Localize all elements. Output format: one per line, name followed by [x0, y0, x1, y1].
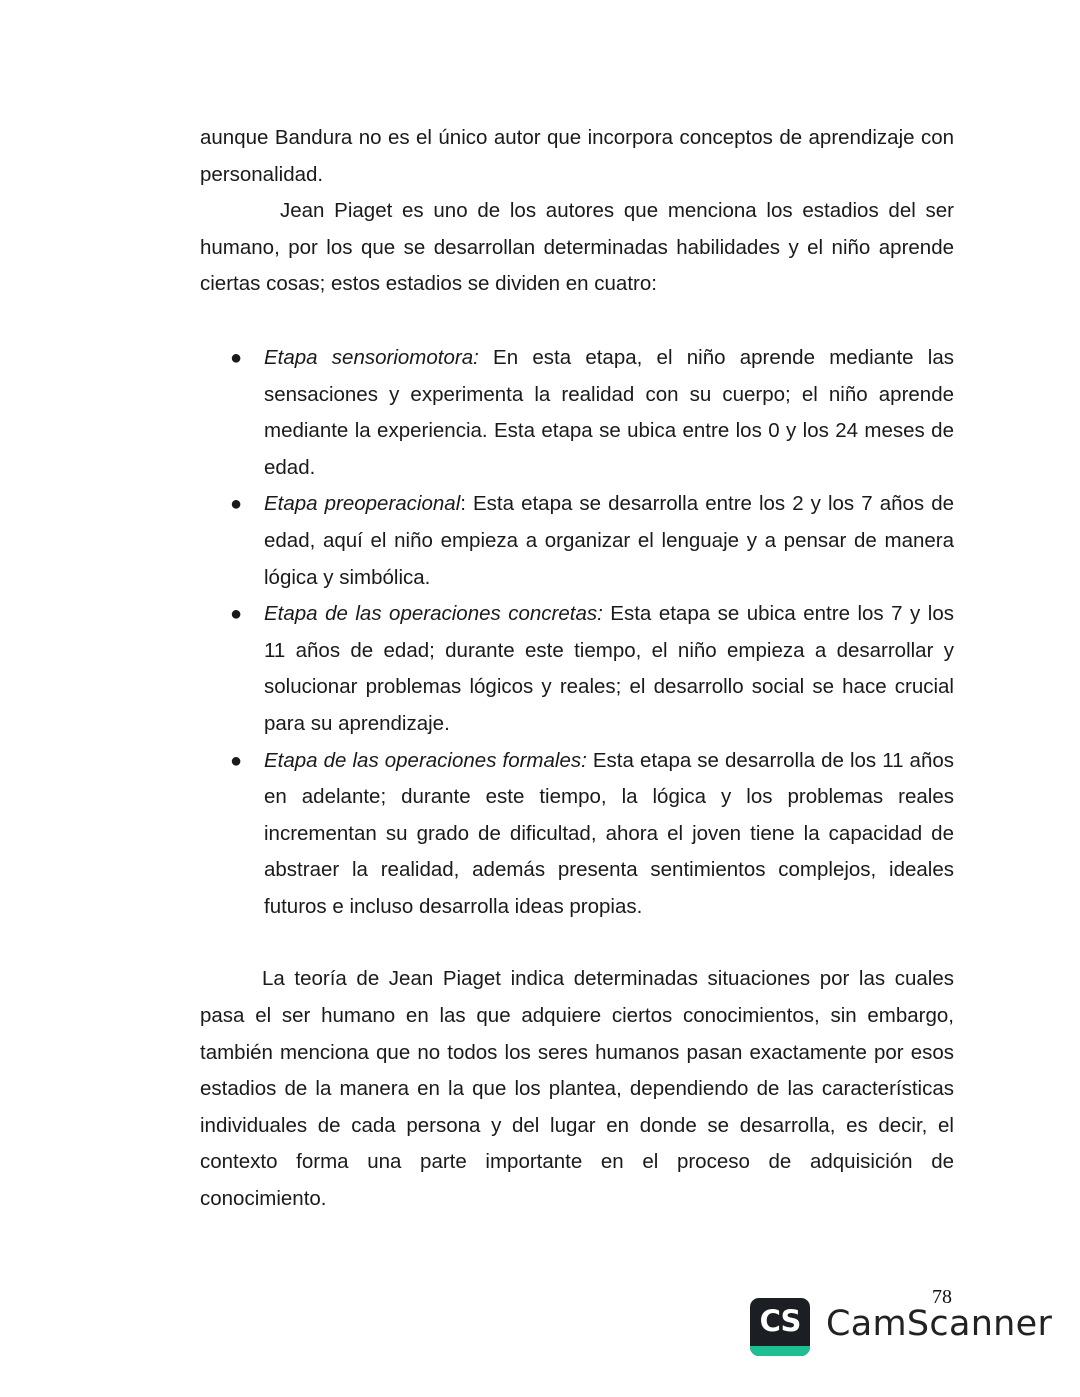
camscanner-logo-icon — [750, 1298, 810, 1356]
bullet-icon: ● — [230, 749, 243, 772]
document-page — [200, 120, 954, 1218]
list-item — [200, 340, 954, 486]
paragraph-piaget-stages: Jean Piaget es uno de los autores que menciona los estadios del ser humano, por los que se desarrollan determinadas habilidades y el niño aprende ciertas cosas; estos estadios se dividen en cuatro: — [200, 199, 954, 296]
paragraph-conclusion: La teoría de Jean Piaget indica determinadas situaciones por las cuales pasa el ser humano en las que adquiere ciertos conocimientos, sin embargo, también menciona que no todos los seres humanos pasan exactamente por esos estadios de la manera en la que los plantea, dependiendo de las características individuales de cada persona y del lugar en donde se desarrolla, es decir, el contexto forma una parte importante en el proceso de adquisición de conocimiento. — [200, 967, 954, 1211]
list-item — [200, 486, 954, 596]
list-item — [200, 596, 954, 742]
bullet-icon: ● — [230, 346, 243, 369]
stages-list — [200, 340, 954, 926]
logo-letters: CS — [759, 1304, 801, 1338]
stage-description: Esta etapa se desarrolla de los 11 años en adelante; durante este tiempo, la lógica y los problemas reales incrementan su grado de dificultad, ahora el joven tiene la capacidad de abstraer la realidad, además presenta sentimientos complejos, ideales futuros e incluso desarrolla ideas propias. — [264, 748, 955, 918]
stage-description: : Esta etapa se desarrolla entre los 2 y los 7 años de edad, aquí el niño empieza a organizar el lenguaje y a pensar de manera lógica y simbólica. — [264, 492, 954, 589]
stage-description: Esta etapa se ubica entre los 7 y los 11 años de edad; durante este tiempo, el niño empieza a desarrollar y solucionar problemas lógicos y reales; el desarrollo social se hace crucial para su aprendizaje. — [264, 602, 955, 735]
stage-term: Etapa de las operaciones formales: — [264, 748, 587, 772]
stage-term: Etapa de las operaciones concretas: — [264, 602, 603, 626]
logo-accent-bar — [750, 1346, 810, 1356]
stage-description: En esta etapa, el niño aprende mediante las sensaciones y experimenta la realidad con su cuerpo; el niño aprende mediante la experiencia. Esta etapa se ubica entre los 0 y los 24 meses de edad. — [264, 345, 954, 479]
page-number: 78 — [932, 1286, 952, 1308]
paragraph-intro: aunque Bandura no es el único autor que incorpora conceptos de aprendizaje con personalidad. — [200, 126, 954, 186]
bullet-icon: ● — [230, 603, 243, 626]
stage-term: Etapa sensoriomotora: — [264, 345, 479, 369]
stage-term: Etapa preoperacional — [264, 492, 461, 516]
bullet-icon: ● — [230, 493, 243, 516]
camscanner-brand: CamScanner — [826, 1304, 1053, 1344]
list-item — [200, 743, 954, 926]
